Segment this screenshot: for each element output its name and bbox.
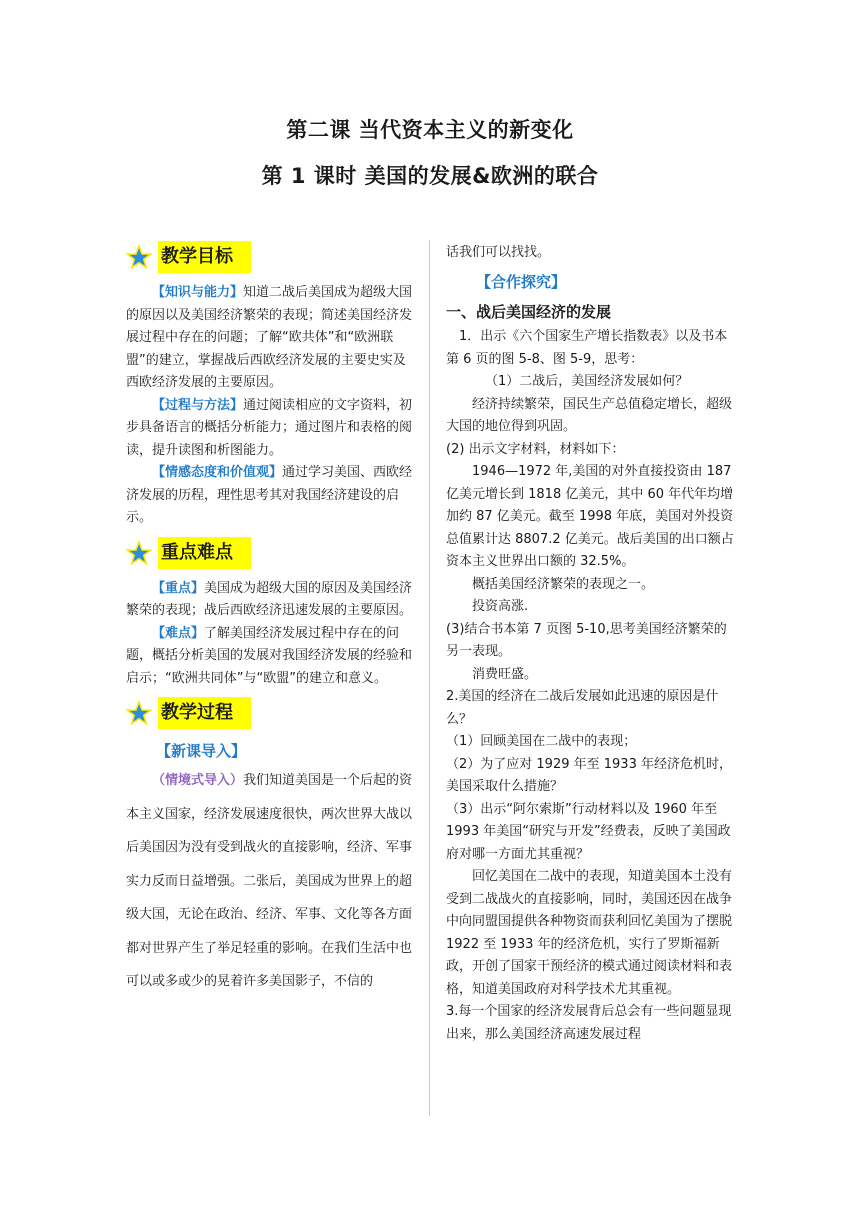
star-icon (126, 700, 152, 726)
difficult-point-text: 了解美国经济发展过程中存在的问题，概括分析美国的发展对我国经济发展的经验和启示；“欧洲共同体”与“欧盟”的建立和意义。 (126, 625, 413, 686)
paragraph-1: 1．出示《六个国家生产增长指数表》以及书本第 6 页的图 5-8、图 5-9，思考： (446, 329, 728, 367)
paragraph-14: 回忆美国在二战中的表现，知道美国本土没有受到二战战火的直接影响，同时，美国还因在战争中向同盟国提供各种物资而获利回忆美国为了摆脱 1922 至 1933 年的经济危机，实行了罗斯福新政，开创了国家干预经济的模式通过阅读材料和表格，知道美国政府对科学技术尤其重视。 (446, 869, 733, 997)
paragraph-5: 1946—1972 年,美国的对外直接投资由 187 亿美元增长到 1818 亿美元，其中 60 年代年均增加约 87 亿美元。截至 1998 年底，美国对外投资总值累计达 8807.2 亿美元。战后美国的出口额占资本主义世界出口额的 32.5%。 (446, 464, 734, 569)
section-process (126, 696, 416, 730)
paragraph-3: 经济持续繁荣，国民生产总值稳定增长，超级大国的地位得到巩固。 (446, 396, 733, 434)
section-heading-process: 教学过程 (158, 697, 251, 729)
goal-knowledge (126, 282, 416, 395)
lesson-title: 第二课 当代资本主义的新变化 (286, 118, 574, 142)
continued-text: 话我们可以找找。 (446, 245, 551, 260)
goal-knowledge-label: 【知识与能力】 (152, 285, 244, 300)
goal-values-label: 【情感态度和价值观】 (152, 465, 283, 480)
section-goals (126, 240, 416, 274)
column-divider (429, 240, 430, 1116)
goal-values (126, 462, 416, 530)
right-column (446, 238, 736, 1046)
section-key (126, 536, 416, 570)
paragraph-13: （3）出示“阿尔索斯”行动材料以及 1960 年至 1993 年美国“研究与开发”经费表，反映了美国政府对哪一方面尤其重视？ (446, 801, 731, 862)
section-heading-key: 重点难点 (158, 537, 251, 569)
paragraph-11: （1）回顾美国在二战中的表现； (446, 734, 637, 749)
section-heading-goals: 教学目标 (158, 241, 251, 273)
difficult-point-label: 【难点】 (152, 625, 205, 641)
paragraph-4: (2) 出示文字材料，材料如下： (446, 441, 625, 457)
coop-label: 【合作探究】 (476, 273, 567, 291)
heading-us-economy: 一、战后美国经济的发展 (446, 303, 612, 321)
goal-knowledge-text: 知道二战后美国成为超级大国的原因以及美国经济繁荣的表现；简述美国经济发展过程中存在的问题；了解“欧共体”和“欧洲联盟”的建立，掌握战后西欧经济发展的主要史实及西欧经济发展的主要原因。 (126, 285, 413, 390)
paragraph-7: 投资高涨. (472, 599, 529, 614)
intro-body: 我们知道美国是一个后起的资本主义国家，经济发展速度很快，两次世界大战以后美国因为没有受到战火的直接影响，经济、军事实力反而日益增强。二张后，美国成为世界上的超级大国，无论在政治、经济、军事、文化等各方面都对世界产生了举足轻重的影响。在我们生活中也可以或多或少的晃着许多美国影子，不信的 (126, 773, 413, 989)
intro-text (126, 764, 416, 999)
goal-process-label: 【过程与方法】 (152, 397, 244, 413)
difficult-point (126, 623, 416, 691)
star-icon (126, 244, 152, 270)
goal-process (126, 395, 416, 463)
paragraph-15: 3.每一个国家的经济发展背后总会有一些问题显现出来，那么美国经济高速发展过程 (446, 1004, 732, 1042)
star-icon (126, 540, 152, 566)
paragraph-9: 消费旺盛。 (472, 666, 538, 682)
left-column (126, 238, 416, 999)
paragraph-12: （2）为了应对 1929 年至 1933 年经济危机时，美国采取什么措施？ (446, 756, 732, 794)
key-point (126, 578, 416, 623)
intro-label: 【新课导入】 (156, 742, 247, 760)
key-point-text: 美国成为超级大国的原因及美国经济繁荣的表现；战后西欧经济迅速发展的主要原因。 (126, 580, 413, 618)
paragraph-8: (3)结合书本第 7 页图 5-10,思考美国经济繁荣的另一表现。 (446, 621, 727, 659)
paragraph-10: 2.美国的经济在二战后发展如此迅速的原因是什么？ (446, 689, 719, 727)
paragraph-2: （1）二战后，美国经济发展如何？ (485, 374, 689, 389)
paragraph-6: 概括美国经济繁荣的表现之一。 (472, 576, 655, 592)
lesson-subtitle: 第 1 课时 美国的发展&欧洲的联合 (261, 164, 599, 188)
goal-values-text: 通过学习美国、西欧经济发展的历程，理性思考其对我国经济建设的启示。 (126, 465, 413, 525)
goal-process-text: 通过阅读相应的文字资料，初步具备语言的概括分析能力；通过图片和表格的阅读，提升读图和析图能力。 (126, 397, 413, 458)
intro-sub-label: （情境式导入） (152, 773, 244, 788)
key-point-label: 【重点】 (152, 580, 205, 596)
